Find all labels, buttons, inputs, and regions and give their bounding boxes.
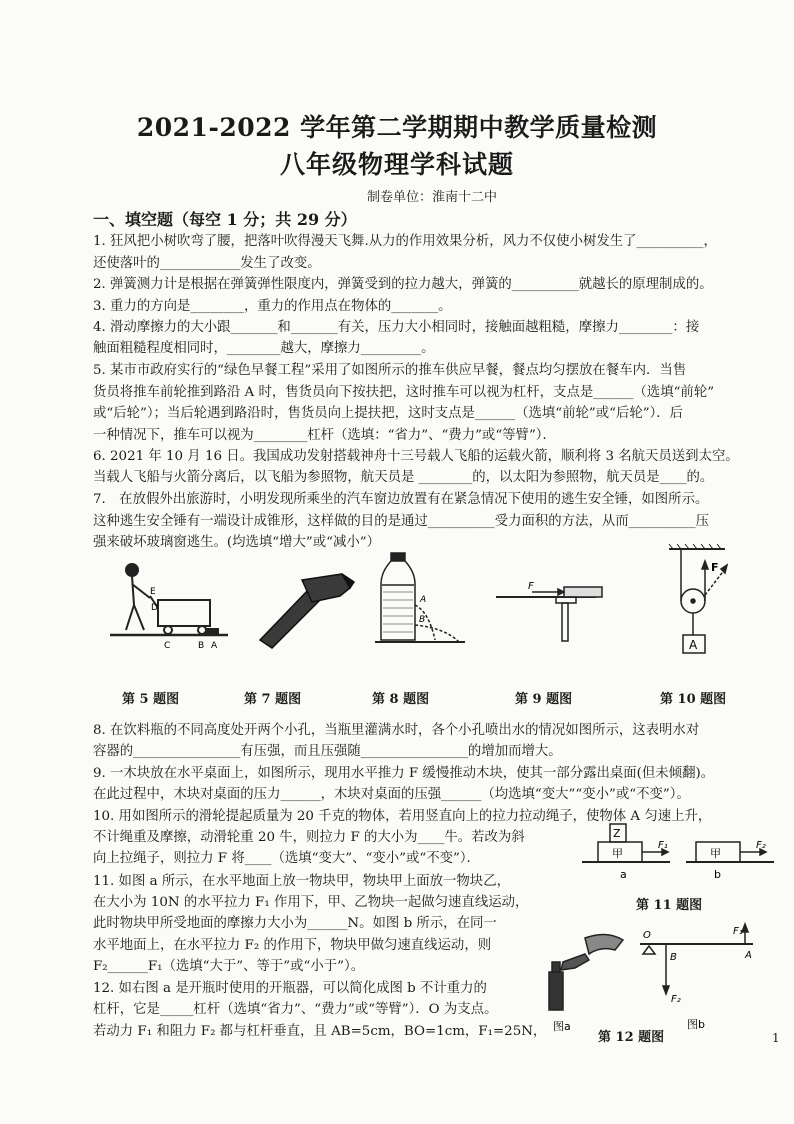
question-text-line: 9. 一木块放在水平桌面上，如图所示，现用水平推力 F 缓慢推动木块，使其一部分露出桌面(但未倾翻)。 <box>93 766 715 781</box>
figure-sub-label: 图b <box>687 1018 705 1031</box>
question-text-line: 水平地面上，在水平拉力 F₂ 的作用下，物块甲做匀速直线运动，则 <box>93 938 492 953</box>
question-text-line: 10. 用如图所示的滑轮提起质量为 20 千克的物体，若用竖直向上的拉力拉动绳子，使物体 A 匀速上升， <box>93 809 712 824</box>
point-label: A <box>745 950 752 961</box>
figure-caption: 第 12 题图 <box>598 1030 665 1045</box>
figure-sub-label: a <box>620 868 627 881</box>
figure-caption: 第 11 题图 <box>636 898 703 913</box>
question-text-line: 强来破坏玻璃窗逃生。(均选填“增大”或“减小”） <box>93 535 381 550</box>
force-label: F <box>528 581 534 592</box>
point-label: A <box>211 641 218 651</box>
figure-10-pulley <box>665 543 755 658</box>
point-label: B <box>670 952 677 963</box>
question-text-line: 或“后轮”）；当后轮遇到路沿时，售货员向上提扶把，这时支点是______（选填“前轮”或“后轮”）．后 <box>93 406 684 421</box>
question-text-line: 触面粗糙程度相同时，________越大，摩擦力_________。 <box>93 341 435 356</box>
exam-subtitle: 八年级物理学科试题 <box>279 150 514 179</box>
figure-caption: 第 10 题图 <box>660 692 727 707</box>
point-label: B <box>419 615 426 625</box>
question-text-line: 2. 弹簧测力计是根据在弹簧弹性限度内，弹簧受到的拉力越大，弹簧的__________就越长的原理制成的。 <box>93 277 713 292</box>
point-label: B <box>198 641 205 651</box>
force-label: F₁ <box>658 840 668 851</box>
question-text-line: 杠杆，它是_____杠杆（选填“省力”、“费力”或“等臂”）．O 为支点。 <box>93 1002 498 1017</box>
question-text-line: 1. 狂风把小树吹弯了腰，把落叶吹得漫天飞舞.从力的作用效果分析，风力不仅使小树发生了__________， <box>93 234 717 249</box>
question-text-line: 7. 在放假外出旅游时，小明发现所乘坐的汽车窗边放置有在紧急情况下使用的逃生安全锤，如图所示。 <box>93 492 709 507</box>
question-text-line: 若动力 F₁ 和阻力 F₂ 都与杠杆垂直，且 AB=5cm，BO=1cm，F₁=25N， <box>93 1024 547 1039</box>
point-label: O <box>643 930 651 941</box>
question-text-line: 一种情况下，推车可以视为________杠杆（选填：“省力”、“费力”或“等臂”）． <box>93 428 556 443</box>
block-label: 甲 <box>710 847 721 860</box>
figure-sub-label: b <box>714 868 721 881</box>
point-label: D <box>151 603 158 613</box>
question-text-line: 在大小为 10N 的水平拉力 F₁ 作用下，甲、乙物块一起做匀速直线运动， <box>93 895 529 910</box>
figure-caption: 第 7 题图 <box>244 692 302 707</box>
figure-12-bottle-opener <box>545 920 770 1040</box>
question-text-line: 这种逃生安全锤有一端设计成锥形，这样做的目的是通过__________受力面积的方法，从而__________压 <box>93 514 709 529</box>
question-text-line: 8. 在饮料瓶的不同高度处开两个小孔，当瓶里灌满水时，各个小孔喷出水的情况如图所示，这表明水对 <box>93 723 700 738</box>
question-text-line: 3. 重力的方向是________，重力的作用点在物体的_______。 <box>93 299 452 314</box>
maker-line: 制卷单位：淮南十二中 <box>366 190 497 205</box>
question-text-line: 向上拉绳子，则拉力 F 将____（选填“变大”、“变小”或“不变”）． <box>93 851 480 866</box>
question-text-line: 11. 如图 a 所示，在水平地面上放一物块甲，物块甲上面放一物块乙， <box>93 874 510 889</box>
question-text-line: 不计绳重及摩擦，动滑轮重 20 牛，则拉力 F 的大小为____牛。若改为斜 <box>93 830 525 845</box>
page-number: 1 <box>772 1031 780 1045</box>
question-text-line: 4. 滑动摩擦力的大小跟_______和_______有关，压力大小相同时，接触面越粗糙，摩擦力________：接 <box>93 320 700 335</box>
figure-caption: 第 5 题图 <box>122 692 180 707</box>
figure-11-blocks <box>578 820 778 885</box>
question-text-line: 5. 某市市政府实行的“绿色早餐工程”采用了如图所示的推车供应早餐，餐点均匀摆放在餐车内．当售 <box>93 363 687 378</box>
question-text-line: 货员将推车前轮推到路沿 A 时，售货员向下按扶把，这时推车可以视为杠杆，支点是______（选填“前轮” <box>93 385 715 400</box>
exam-title: 2021-2022 学年第二学期期中教学质量检测 <box>136 113 658 142</box>
point-label: A <box>420 595 427 605</box>
question-text-line: 此时物块甲所受地面的摩擦力大小为______N。如图 b 所示，在同一 <box>93 916 497 931</box>
force-label: F₂ <box>671 994 681 1005</box>
question-text-line: 6. 2021 年 10 月 16 日。我国成功发射搭载神舟十三号载人飞船的运载火箭，顺利将 3 名航天员送到太空。 <box>93 449 739 464</box>
point-label: C <box>164 641 171 651</box>
force-label: F₁ <box>733 926 743 937</box>
question-text-line: 还使落叶的____________发生了改变。 <box>93 256 321 271</box>
figure-9-block-table <box>492 575 607 645</box>
figure-7-safety-hammer <box>250 570 360 650</box>
question-text-line: 12. 如右图 a 是开瓶时使用的开瓶器，可以简化成图 b 不计重力的 <box>93 981 487 996</box>
figure-5-cart <box>110 560 230 655</box>
question-text-line: F₂______F₁（选填“大于”、等于”或“小于”）。 <box>93 959 365 974</box>
block-label: A <box>689 638 698 652</box>
section-heading: 一、填空题（每空 1 分；共 29 分） <box>93 210 357 229</box>
block-label: 甲 <box>612 847 623 860</box>
question-text-line: 容器的________________有压强，而且压强随________________的增加而增大。 <box>93 744 562 759</box>
figure-sub-label: 图a <box>553 1020 571 1033</box>
force-label: F <box>711 561 719 574</box>
figure-caption: 第 8 题图 <box>372 692 430 707</box>
figure-8-water-bottle <box>375 550 465 650</box>
force-label: F₂ <box>756 840 766 851</box>
figure-caption: 第 9 题图 <box>515 692 573 707</box>
question-text-line: 在此过程中，木块对桌面的压力______，木块对桌面的压强______（均选填“变大”“变小”或“不变”）。 <box>93 787 690 802</box>
question-text-line: 当载人飞船与火箭分离后，以飞船为参照物，航天员是 ________的，以太阳为参照物，航天员是____的。 <box>93 470 714 485</box>
point-label: E <box>150 587 156 597</box>
block-label: Z <box>613 827 621 840</box>
